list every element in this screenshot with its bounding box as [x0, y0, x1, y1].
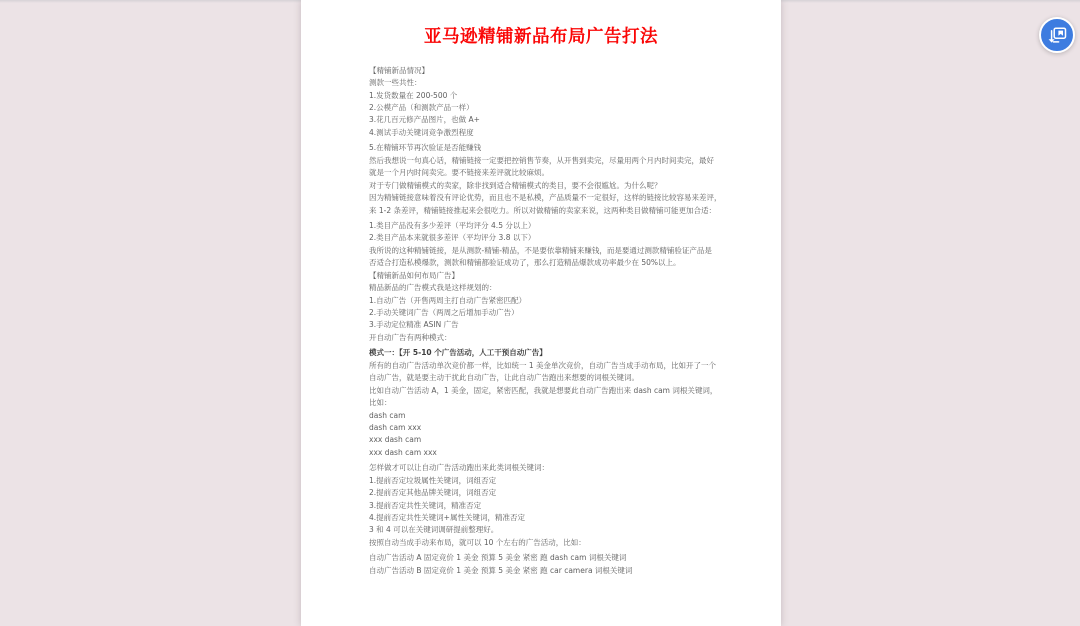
text-line: 就是一个月内时间卖完。要不链接来差评就比较麻烦。 [369, 168, 549, 178]
text-line: 自动广告，就是要主动干扰此自动广告，让此自动广告跑出来想要的词根关键词。 [369, 373, 639, 383]
document-title: 亚马逊精铺新品布局广告打法 [424, 27, 658, 47]
text-line: 开自动广告有两种模式： [369, 332, 452, 342]
text-line: 3.手动定位精准 ASIN 广告 [369, 320, 459, 330]
save-as-image-button[interactable] [1039, 17, 1075, 53]
text-line: 因为精铺链接意味着没有评论优势，而且也不是私模，产品质量不一定很好，这样的链接比较容易来差评， [369, 193, 722, 203]
text-line: 3.提前否定共性关键词，精准否定 [369, 500, 482, 510]
text-line: 1.类目产品没有多少差评（平均评分 4.5 分以上） [369, 220, 536, 230]
text-line: 模式一：【开 5-10 个广告活动，人工干预自动广告】 [369, 348, 547, 358]
text-line: 测款一些共性： [369, 78, 422, 88]
save-as-image-icon [1047, 25, 1068, 46]
text-line: dash cam [369, 410, 406, 420]
text-line: 5.在精铺环节再次验证是否能赚钱 [369, 143, 482, 153]
text-line: 1.发货数量在 200-500 个 [369, 90, 458, 100]
text-line: 4.提前否定共性关键词+属性关键词，精准否定 [369, 513, 525, 523]
text-line: 按照自动当成手动来布局，就可以 10 个左右的广告活动，比如： [369, 537, 586, 547]
text-line: 1.提前否定垃圾属性关键词，词组否定 [369, 475, 497, 485]
text-line: 所有的自动广告活动单次竞价都一样，比如统一 1 美金单次竞价，自动广告当成手动布局，比如开了一个 [369, 360, 717, 370]
text-line: 4.测试手动关键词竞争激烈程度 [369, 127, 474, 137]
text-line: dash cam xxx [369, 422, 422, 432]
text-line: 比如： [369, 398, 392, 408]
text-line: 【精铺新品情况】 [369, 65, 429, 75]
text-line: 2.公模产品（和测款产品一样） [369, 103, 474, 113]
document-page [301, 0, 781, 626]
text-line: 然后我想说一句真心话，精铺链接一定要把控销售节奏，从开售到卖完，尽量用两个月内时间卖完，最好 [369, 155, 714, 165]
text-line: 自动广告活动 A 固定竞价 1 美金 预算 5 美金 紧密 跑 dash cam 词根关键词 [369, 553, 627, 563]
text-line: 否适合打造私模爆款，测款和精铺都验证成功了，那么打造精品爆款成功率最少在 50%以上。 [369, 258, 681, 268]
text-line: 3 和 4 可以在关键词调研提前整理好。 [369, 525, 499, 535]
text-line: 2.手动关键词广告（两周之后增加手动广告） [369, 308, 519, 318]
text-line: 来 1-2 条差评，精铺链接推起来会很吃力。所以对做精铺的卖家来说，这两种类目做精铺可能更加合适： [369, 205, 717, 215]
text-line: 2.提前否定其他品牌关键词，词组否定 [369, 488, 497, 498]
text-line: 3.花几百元修产品图片，也做 A+ [369, 115, 480, 125]
text-line: 我所说的这种精铺链接，是从测款-精铺-精品，不是要依靠精铺来赚钱，而是要通过测款精铺验证产品是 [369, 245, 712, 255]
text-line: 2.类目产品本来就很多差评（平均评分 3.8 以下） [369, 233, 536, 243]
text-line: 1.自动广告（开售两周主打自动广告紧密匹配） [369, 295, 527, 305]
text-line: 【精铺新品如何布局广告】 [369, 270, 459, 280]
text-line: 怎样做才可以让自动广告活动跑出来此类词根关键词： [369, 463, 549, 473]
text-line: xxx dash cam xxx [369, 447, 437, 457]
document-body [369, 64, 722, 577]
text-line: 对于专门做精铺模式的卖家，除非找到适合精铺模式的类目，要不会很尴尬。为什么呢？ [369, 180, 662, 190]
text-line: xxx dash cam [369, 435, 422, 445]
text-line: 精品新品的广告模式我是这样规划的： [369, 283, 497, 293]
text-line: 比如自动广告活动 A，1 美金，固定，紧密匹配，我就是想要此自动广告跑出来 dash cam 词根关键词， [369, 385, 718, 395]
text-line: 自动广告活动 B 固定竞价 1 美金 预算 5 美金 紧密 跑 car camera 词根关键词 [369, 565, 633, 575]
